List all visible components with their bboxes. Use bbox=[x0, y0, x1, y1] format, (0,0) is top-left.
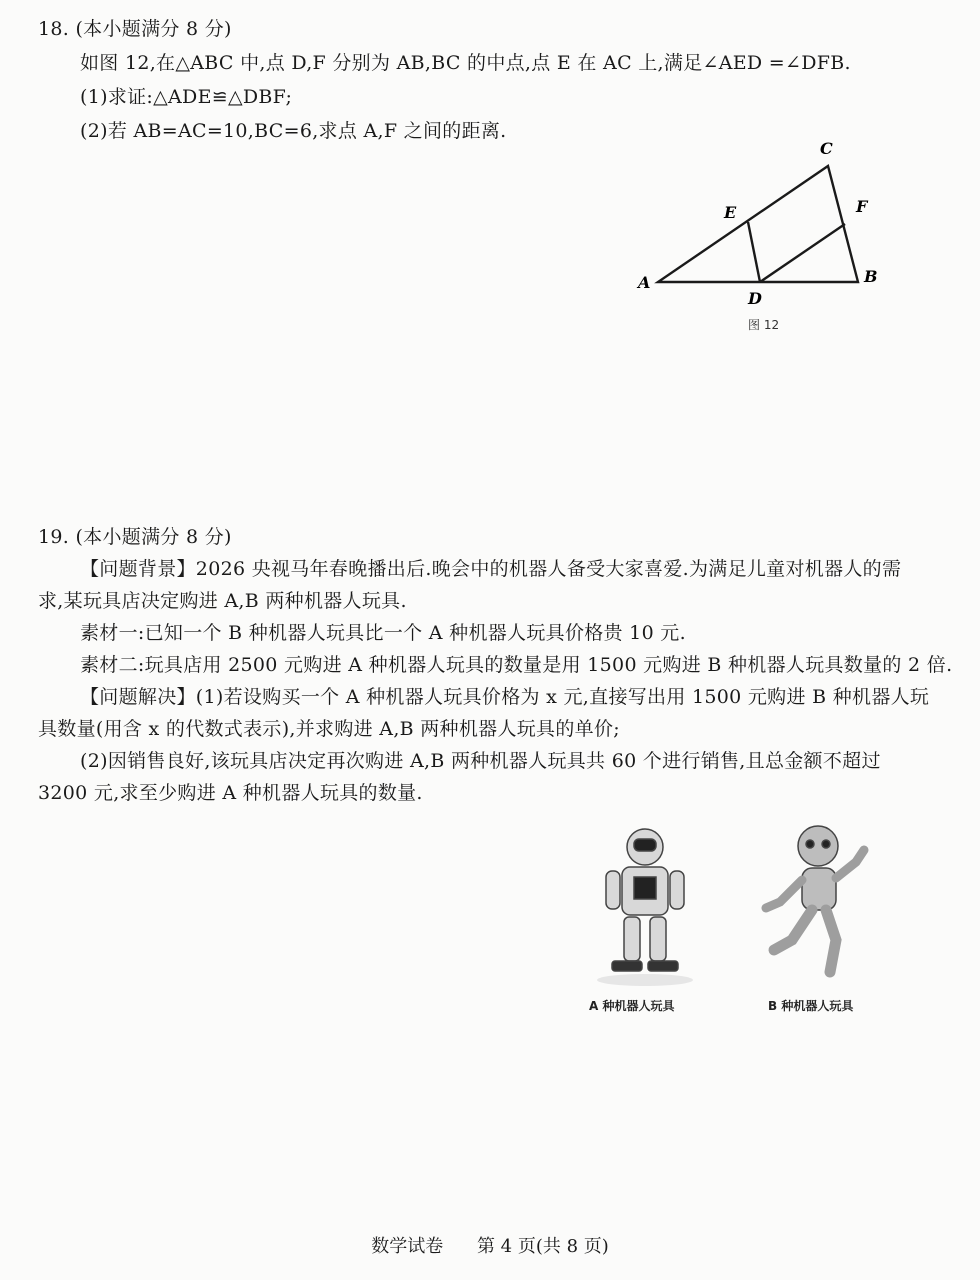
q18-score: (本小题满分 8 分) bbox=[75, 18, 232, 40]
q19-solve-line2: 具数量(用含 x 的代数式表示),并求购进 A,B 两种机器人玩具的单价; bbox=[38, 718, 620, 740]
triangle-abc bbox=[658, 166, 858, 282]
q18-stem: 如图 12,在△ABC 中,点 D,F 分别为 AB,BC 的中点,点 E 在 AC 上,满足∠AED =∠DFB. bbox=[80, 52, 851, 74]
q19-header bbox=[38, 524, 232, 550]
q19-solve-line1: 【问题解决】(1)若设购买一个 A 种机器人玩具价格为 x 元,直接写出用 1500 元购进 B 种机器人玩 bbox=[80, 686, 930, 708]
q19-part2-line1: (2)因销售良好,该玩具店决定再次购进 A,B 两种机器人玩具共 60 个进行销售,且总金额不超过 bbox=[80, 750, 881, 772]
q18-part1: (1)求证:△ADE≌△DBF; bbox=[80, 86, 293, 108]
label-d: D bbox=[748, 289, 762, 308]
label-c: C bbox=[820, 139, 833, 158]
label-a: A bbox=[638, 273, 651, 292]
label-e: E bbox=[724, 203, 737, 222]
footer-subject: 数学试卷 bbox=[371, 1236, 444, 1257]
robot-a-image bbox=[590, 825, 700, 990]
q19-number: 19. bbox=[38, 526, 70, 548]
q19-score: (本小题满分 8 分) bbox=[75, 526, 232, 548]
q18-number: 18. bbox=[38, 18, 70, 40]
figure-caption: 图 12 bbox=[748, 318, 780, 332]
robot-b-image bbox=[752, 822, 872, 982]
q18-header bbox=[38, 16, 232, 42]
q19-part2-line2: 3200 元,求至少购进 A 种机器人玩具的数量. bbox=[38, 782, 423, 804]
label-f: F bbox=[856, 197, 868, 216]
q19-background-line2: 求,某玩具店决定购进 A,B 两种机器人玩具. bbox=[38, 590, 407, 612]
q19-material2: 素材二:玩具店用 2500 元购进 A 种机器人玩具的数量是用 1500 元购进 B 种机器人玩具数量的 2 倍. bbox=[80, 654, 953, 676]
footer-page-number: 第 4 页(共 8 页) bbox=[476, 1236, 609, 1257]
segment-de bbox=[748, 222, 760, 282]
robot-a-label: A 种机器人玩具 bbox=[589, 999, 675, 1013]
figure-12-triangle bbox=[628, 132, 898, 342]
q19-material1: 素材一:已知一个 B 种机器人玩具比一个 A 种机器人玩具价格贵 10 元. bbox=[80, 622, 686, 644]
label-b: B bbox=[864, 267, 878, 286]
robot-b-label: B 种机器人玩具 bbox=[768, 999, 854, 1013]
q18-part2: (2)若 AB=AC=10,BC=6,求点 A,F 之间的距离. bbox=[80, 120, 507, 142]
page-footer bbox=[0, 1232, 980, 1258]
segment-df bbox=[760, 224, 845, 282]
q19-background-line1: 【问题背景】2026 央视马年春晚播出后.晚会中的机器人备受大家喜爱.为满足儿童对机器人的需 bbox=[80, 558, 902, 580]
